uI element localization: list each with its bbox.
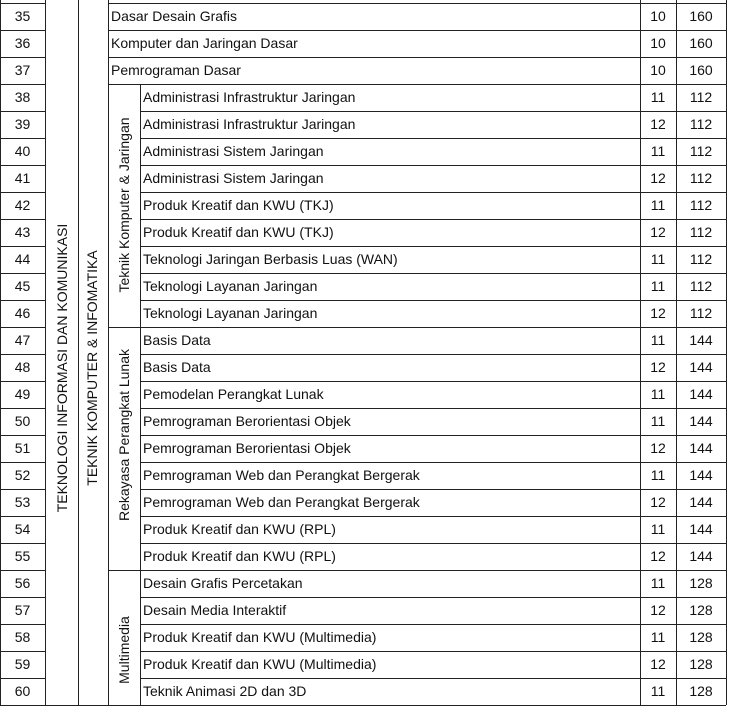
subject-name: Desain Grafis Percetakan	[143, 575, 303, 591]
field-label: TEKNOLOGI INFORMASI DAN KOMUNIKASI	[54, 223, 70, 513]
subject-name: Pemrograman Web dan Perangkat Bergerak	[143, 494, 420, 510]
row-divider	[140, 219, 640, 220]
row-number: 54	[14, 521, 31, 537]
table-bottom-border	[0, 705, 726, 706]
row-divider	[108, 570, 640, 571]
row-divider	[640, 516, 726, 517]
subject-name: Teknologi Layanan Jaringan	[143, 278, 318, 294]
subject-name: Pemrograman Berorientasi Objek	[143, 413, 351, 429]
row-divider	[140, 165, 640, 166]
row-divider	[140, 246, 640, 247]
row-divider	[108, 57, 640, 58]
row-divider	[640, 192, 726, 193]
row-divider	[140, 381, 640, 382]
subject-name: Administrasi Sistem Jaringan	[143, 143, 324, 159]
class-level: 12	[650, 224, 666, 240]
row-number: 55	[14, 548, 31, 564]
row-divider	[0, 435, 45, 436]
row-number: 53	[14, 494, 31, 510]
class-level: 12	[650, 359, 666, 375]
hours-value: 144	[689, 440, 713, 456]
row-divider	[108, 327, 640, 328]
class-level: 11	[650, 143, 666, 159]
row-divider	[640, 597, 726, 598]
row-number: 51	[14, 440, 31, 456]
row-divider	[0, 138, 45, 139]
hours-value: 144	[689, 359, 713, 375]
subject-name: Administrasi Infrastruktur Jaringan	[143, 116, 356, 132]
row-number: 58	[14, 629, 31, 645]
column-divider	[140, 84, 141, 705]
subject-name: Produk Kreatif dan KWU (RPL)	[143, 548, 336, 564]
subject-name: Teknologi Jaringan Berbasis Luas (WAN)	[143, 251, 398, 267]
row-divider	[140, 138, 640, 139]
class-level: 11	[650, 332, 666, 348]
row-divider	[108, 84, 640, 85]
hours-value: 112	[689, 224, 713, 240]
class-level: 12	[650, 116, 666, 132]
row-divider	[140, 678, 640, 679]
subject-name: Administrasi Infrastruktur Jaringan	[143, 89, 356, 105]
class-level: 11	[650, 386, 666, 402]
row-divider	[640, 273, 726, 274]
row-divider	[640, 165, 726, 166]
hours-value: 112	[689, 305, 713, 321]
row-divider	[0, 462, 45, 463]
hours-value: 112	[689, 278, 713, 294]
row-divider	[640, 381, 726, 382]
hours-value: 112	[689, 143, 713, 159]
row-divider	[640, 570, 726, 571]
row-divider	[0, 273, 45, 274]
row-number: 57	[14, 602, 31, 618]
class-level: 12	[650, 305, 666, 321]
row-divider	[640, 354, 726, 355]
row-number: 41	[14, 170, 31, 186]
row-divider	[640, 138, 726, 139]
hours-value: 112	[689, 251, 713, 267]
subject-name: Komputer dan Jaringan Dasar	[111, 35, 298, 51]
hours-value: 144	[689, 467, 713, 483]
row-divider	[140, 543, 640, 544]
hours-value: 128	[689, 656, 713, 672]
row-divider	[0, 219, 45, 220]
class-level: 10	[650, 35, 666, 51]
subject-name: Pemodelan Perangkat Lunak	[143, 386, 324, 402]
row-divider	[640, 246, 726, 247]
subject-name: Basis Data	[143, 359, 211, 375]
row-divider	[0, 489, 45, 490]
row-number: 60	[14, 683, 31, 699]
column-divider	[78, 0, 79, 705]
row-divider	[0, 624, 45, 625]
hours-value: 128	[689, 629, 713, 645]
row-divider	[640, 3, 726, 4]
row-number: 38	[14, 89, 31, 105]
row-divider	[140, 408, 640, 409]
row-divider	[640, 30, 726, 31]
row-divider	[640, 462, 726, 463]
row-divider	[640, 327, 726, 328]
subject-name: Basis Data	[143, 332, 211, 348]
row-number: 49	[14, 386, 31, 402]
program-label: TEKNIK KOMPUTER & INFOMATIKA	[84, 250, 100, 486]
row-divider	[640, 489, 726, 490]
class-level: 11	[650, 278, 666, 294]
class-level: 11	[650, 629, 666, 645]
row-divider	[108, 3, 640, 4]
row-number: 47	[14, 332, 31, 348]
class-level: 12	[650, 656, 666, 672]
subject-name: Produk Kreatif dan KWU (Multimedia)	[143, 656, 377, 672]
subject-name: Produk Kreatif dan KWU (TKJ)	[143, 197, 334, 213]
hours-value: 144	[689, 413, 713, 429]
row-divider	[140, 435, 640, 436]
row-divider	[140, 462, 640, 463]
class-level: 12	[650, 170, 666, 186]
row-number: 59	[14, 656, 31, 672]
hours-value: 128	[689, 683, 713, 699]
hours-value: 128	[689, 575, 713, 591]
hours-value: 112	[689, 89, 713, 105]
hours-value: 144	[689, 548, 713, 564]
row-divider	[0, 192, 45, 193]
row-divider	[140, 651, 640, 652]
row-divider	[0, 381, 45, 382]
row-divider	[0, 246, 45, 247]
row-divider	[640, 678, 726, 679]
hours-value: 112	[689, 170, 713, 186]
class-level: 10	[650, 8, 666, 24]
subject-name: Pemrograman Berorientasi Objek	[143, 440, 351, 456]
row-divider	[140, 273, 640, 274]
row-divider	[0, 300, 45, 301]
row-number: 50	[14, 413, 31, 429]
subject-name: Produk Kreatif dan KWU (Multimedia)	[143, 629, 377, 645]
row-number: 42	[14, 197, 31, 213]
hours-value: 160	[689, 62, 713, 78]
column-divider	[108, 0, 109, 705]
column-divider	[726, 0, 727, 705]
class-level: 12	[650, 548, 666, 564]
hours-value: 144	[689, 494, 713, 510]
row-number: 56	[14, 575, 31, 591]
class-level: 11	[650, 413, 666, 429]
row-number: 46	[14, 305, 31, 321]
row-divider	[640, 300, 726, 301]
row-divider	[140, 111, 640, 112]
column-divider	[0, 0, 1, 705]
hours-value: 112	[689, 116, 713, 132]
competency-label-rpl: Rekayasa Perangkat Lunak	[116, 349, 132, 521]
row-divider	[140, 516, 640, 517]
class-level: 12	[650, 494, 666, 510]
row-divider	[0, 408, 45, 409]
row-divider	[0, 84, 45, 85]
hours-value: 112	[689, 197, 713, 213]
row-divider	[640, 84, 726, 85]
row-divider	[140, 624, 640, 625]
hours-value: 144	[689, 332, 713, 348]
row-divider	[0, 597, 45, 598]
column-divider	[640, 0, 641, 705]
row-number: 44	[14, 251, 31, 267]
row-divider	[0, 3, 45, 4]
row-divider	[640, 651, 726, 652]
row-divider	[0, 30, 45, 31]
row-number: 40	[14, 143, 31, 159]
row-number: 39	[14, 116, 31, 132]
class-level: 11	[650, 251, 666, 267]
class-level: 10	[650, 62, 666, 78]
class-level: 11	[650, 89, 666, 105]
row-number: 48	[14, 359, 31, 375]
subject-name: Teknik Animasi 2D dan 3D	[143, 683, 307, 699]
row-divider	[0, 651, 45, 652]
hours-value: 144	[689, 386, 713, 402]
class-level: 11	[650, 683, 666, 699]
column-divider	[45, 0, 46, 705]
class-level: 11	[650, 521, 666, 537]
row-divider	[640, 543, 726, 544]
row-divider	[140, 354, 640, 355]
class-level: 11	[650, 467, 666, 483]
subject-name: Administrasi Sistem Jaringan	[143, 170, 324, 186]
hours-value: 160	[689, 8, 713, 24]
competency-label-multimedia: Multimedia	[116, 616, 132, 684]
row-number: 36	[14, 35, 31, 51]
subject-name: Desain Media Interaktif	[143, 602, 287, 618]
row-divider	[140, 597, 640, 598]
hours-value: 160	[689, 35, 713, 51]
competency-label-tkj: Teknik Komputer & Jaringan	[116, 117, 132, 293]
subject-name: Pemrograman Dasar	[111, 62, 241, 78]
row-number: 35	[14, 8, 31, 24]
row-divider	[640, 57, 726, 58]
row-divider	[140, 489, 640, 490]
row-divider	[640, 408, 726, 409]
row-divider	[0, 543, 45, 544]
row-divider	[140, 192, 640, 193]
row-divider	[0, 354, 45, 355]
class-level: 11	[650, 197, 666, 213]
row-divider	[640, 435, 726, 436]
row-divider	[0, 57, 45, 58]
row-divider	[0, 678, 45, 679]
class-level: 12	[650, 602, 666, 618]
row-number: 45	[14, 278, 31, 294]
row-number: 52	[14, 467, 31, 483]
row-divider	[0, 516, 45, 517]
subject-name: Pemrograman Web dan Perangkat Bergerak	[143, 467, 420, 483]
row-number: 43	[14, 224, 31, 240]
row-number: 37	[14, 62, 31, 78]
row-divider	[640, 111, 726, 112]
row-divider	[640, 219, 726, 220]
subject-name: Dasar Desain Grafis	[111, 8, 238, 24]
row-divider	[140, 300, 640, 301]
row-divider	[0, 327, 45, 328]
class-level: 11	[650, 575, 666, 591]
row-divider	[640, 624, 726, 625]
subject-name: Produk Kreatif dan KWU (TKJ)	[143, 224, 334, 240]
row-divider	[0, 165, 45, 166]
row-divider	[0, 111, 45, 112]
column-divider	[676, 0, 677, 705]
subject-name: Produk Kreatif dan KWU (RPL)	[143, 521, 336, 537]
subject-name: Teknologi Layanan Jaringan	[143, 305, 318, 321]
row-divider	[108, 30, 640, 31]
class-level: 12	[650, 440, 666, 456]
hours-value: 144	[689, 521, 713, 537]
row-divider	[0, 570, 45, 571]
hours-value: 128	[689, 602, 713, 618]
